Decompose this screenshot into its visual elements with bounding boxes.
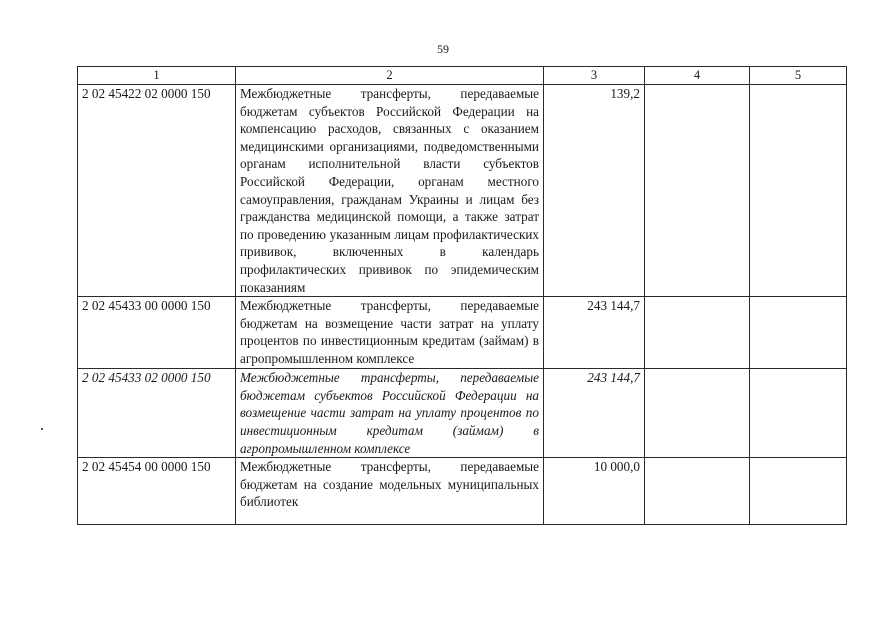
row-amount: 139,2	[544, 85, 645, 297]
scan-speck	[41, 428, 43, 430]
table-row	[78, 297, 847, 369]
budget-code: 2 02 45422 02 0000 150	[78, 85, 236, 297]
empty-cell-col4	[645, 85, 750, 297]
table-row	[78, 85, 847, 297]
row-description: Межбюджетные трансферты, передаваемые бюджетам на создание модельных муниципальных библиотек	[236, 458, 544, 525]
column-header-3: 3	[544, 67, 645, 85]
row-amount: 243 144,7	[544, 369, 645, 458]
empty-cell-col5	[750, 297, 847, 369]
row-description: Межбюджетные трансферты, передаваемые бюджетам субъектов Российской Федерации на возмещение части затрат на уплату процентов по инвестиционным кредитам (займам) в агропромышленном комплексе	[236, 369, 544, 458]
table-header-row	[78, 67, 847, 85]
page-number: 59	[437, 42, 449, 56]
row-amount: 243 144,7	[544, 297, 645, 369]
budget-code: 2 02 45454 00 0000 150	[78, 458, 236, 525]
table-row	[78, 458, 847, 525]
budget-code: 2 02 45433 00 0000 150	[78, 297, 236, 369]
empty-cell-col4	[645, 297, 750, 369]
empty-cell-col4	[645, 369, 750, 458]
row-amount: 10 000,0	[544, 458, 645, 525]
row-description: Межбюджетные трансферты, передаваемые бюджетам субъектов Российской Федерации на компенсацию расходов, связанных с оказанием медицинскими организациями, подведомственными органам исполнительной власти субъектов Российской Федерации, органам местного самоуправления, гражданам Украины и лицам без гражданства медицинской помощи, а также затрат по проведению указанным лицам профилактических прививок, включенных в календарь профилактических прививок по эпидемическим показаниям	[236, 85, 544, 297]
empty-cell-col5	[750, 85, 847, 297]
empty-cell-col5	[750, 369, 847, 458]
column-header-4: 4	[645, 67, 750, 85]
table-row	[78, 369, 847, 458]
column-header-2: 2	[236, 67, 544, 85]
budget-code: 2 02 45433 02 0000 150	[78, 369, 236, 458]
budget-table	[77, 66, 847, 525]
empty-cell-col5	[750, 458, 847, 525]
empty-cell-col4	[645, 458, 750, 525]
column-header-1: 1	[78, 67, 236, 85]
row-description: Межбюджетные трансферты, передаваемые бюджетам на возмещение части затрат на уплату процентов по инвестиционным кредитам (займам) в агропромышленном комплексе	[236, 297, 544, 369]
column-header-5: 5	[750, 67, 847, 85]
